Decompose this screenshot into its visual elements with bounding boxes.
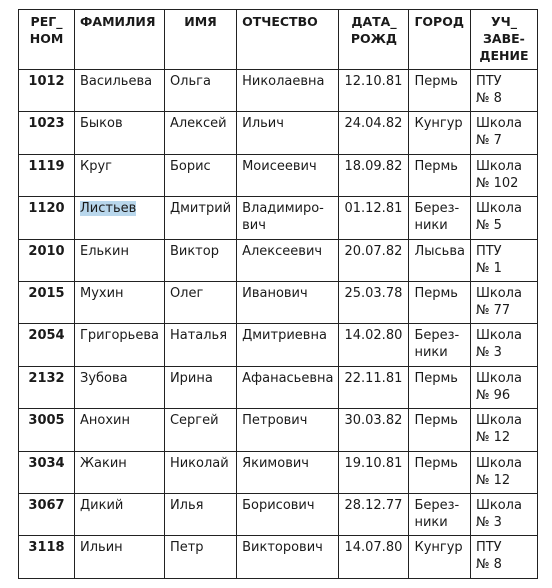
cell-regnom xyxy=(19,536,75,578)
cell-school xyxy=(470,112,537,154)
cell-name xyxy=(164,451,236,493)
cell-name xyxy=(164,493,236,535)
cell-city-line: Пермь xyxy=(414,285,458,301)
cell-regnom xyxy=(19,281,75,323)
cell-city xyxy=(409,324,470,366)
cell-patronymic xyxy=(237,493,339,535)
cell-patronymic-line: Борисович xyxy=(242,497,315,513)
cell-name-text: Ирина xyxy=(169,370,213,386)
cell-surname-text: Григорьева xyxy=(80,328,159,344)
cell-regnom-text: 1023 xyxy=(28,116,65,132)
cell-school-line: № 12 xyxy=(475,430,511,446)
cell-surname xyxy=(75,324,165,366)
cell-regnom-text: 2010 xyxy=(28,243,65,259)
cell-birthdate xyxy=(339,154,409,196)
cell-patronymic-line: Викторович xyxy=(242,540,323,556)
cell-name-text: Борис xyxy=(169,158,211,174)
cell-regnom-text: 3067 xyxy=(28,497,65,513)
cell-surname xyxy=(75,112,165,154)
header-name xyxy=(164,10,236,70)
cell-school-line: Школа xyxy=(475,158,522,174)
cell-school-line: Школа xyxy=(475,201,522,217)
table-row xyxy=(19,493,538,535)
cell-surname-text: Анохин xyxy=(80,413,130,429)
cell-patronymic-line: Ильич xyxy=(242,116,284,132)
cell-patronymic-line: Петрович xyxy=(242,413,308,429)
cell-name xyxy=(164,154,236,196)
cell-school xyxy=(470,239,537,281)
cell-regnom xyxy=(19,493,75,535)
table-row xyxy=(19,324,538,366)
cell-surname-text: Мухин xyxy=(80,285,124,301)
cell-surname xyxy=(75,197,165,239)
cell-patronymic xyxy=(237,197,339,239)
table-body xyxy=(19,70,538,579)
table-row xyxy=(19,239,538,281)
cell-name xyxy=(164,409,236,451)
cell-name xyxy=(164,239,236,281)
cell-name-text: Алексей xyxy=(169,116,227,132)
cell-city-line: ники xyxy=(414,345,448,361)
table-row xyxy=(19,70,538,112)
cell-school-line: Школа xyxy=(475,285,522,301)
cell-school-line: Школа xyxy=(475,497,522,513)
cell-city xyxy=(409,536,470,578)
table-row xyxy=(19,112,538,154)
cell-school-line: № 77 xyxy=(475,302,511,318)
cell-patronymic xyxy=(237,536,339,578)
header-city xyxy=(409,10,470,70)
cell-birthdate xyxy=(339,112,409,154)
cell-patronymic-line: Якимович xyxy=(242,455,309,471)
header-patronymic-line1: ОТЧЕСТВО xyxy=(242,14,318,29)
cell-surname-text: Зубова xyxy=(80,370,128,386)
cell-birthdate-text: 22.11.81 xyxy=(344,370,403,386)
cell-surname-text: Дикий xyxy=(80,497,124,513)
cell-regnom xyxy=(19,70,75,112)
cell-name xyxy=(164,536,236,578)
cell-city xyxy=(409,239,470,281)
cell-birthdate xyxy=(339,70,409,112)
cell-school xyxy=(470,324,537,366)
header-patronymic xyxy=(237,10,339,70)
cell-birthdate xyxy=(339,197,409,239)
cell-birthdate xyxy=(339,239,409,281)
cell-patronymic xyxy=(237,409,339,451)
cell-school xyxy=(470,493,537,535)
cell-name xyxy=(164,112,236,154)
cell-school xyxy=(470,451,537,493)
table-row xyxy=(19,451,538,493)
cell-city xyxy=(409,281,470,323)
cell-name-text: Сергей xyxy=(169,413,219,429)
table-row xyxy=(19,197,538,239)
header-regnom-line2: НОМ xyxy=(29,31,64,46)
cell-city-line: Пермь xyxy=(414,455,458,471)
cell-patronymic xyxy=(237,239,339,281)
cell-birthdate xyxy=(339,493,409,535)
cell-regnom-text: 2015 xyxy=(28,285,65,301)
cell-birthdate-text: 25.03.78 xyxy=(344,285,403,301)
cell-regnom-text: 3034 xyxy=(28,455,65,471)
cell-name xyxy=(164,281,236,323)
cell-city-line: Кунгур xyxy=(414,116,463,132)
cell-patronymic-line: Афанасьевна xyxy=(242,370,334,386)
header-name-line1: ИМЯ xyxy=(184,14,217,29)
table-row xyxy=(19,409,538,451)
cell-city xyxy=(409,451,470,493)
cell-patronymic xyxy=(237,451,339,493)
header-birthdate-line2: РОЖД xyxy=(350,31,398,46)
cell-patronymic xyxy=(237,154,339,196)
cell-school-line: № 96 xyxy=(475,387,511,403)
cell-name xyxy=(164,70,236,112)
cell-birthdate-text: 12.10.81 xyxy=(344,74,403,89)
cell-patronymic-line: Иванович xyxy=(242,285,308,301)
cell-birthdate xyxy=(339,281,409,323)
cell-birthdate-text: 14.07.80 xyxy=(344,540,403,556)
cell-school-line: Школа xyxy=(475,370,522,386)
cell-patronymic xyxy=(237,112,339,154)
cell-city-line: Лысьва xyxy=(414,243,465,259)
cell-patronymic-line: Владимиро- xyxy=(242,201,324,217)
cell-birthdate-text: 18.09.82 xyxy=(344,158,403,174)
cell-patronymic xyxy=(237,324,339,366)
cell-birthdate-text: 20.07.82 xyxy=(344,243,403,259)
students-table xyxy=(18,9,538,579)
cell-school-line: Школа xyxy=(475,455,522,471)
table-row xyxy=(19,154,538,196)
cell-school xyxy=(470,366,537,408)
cell-patronymic-line: Дмитриевна xyxy=(242,328,327,344)
cell-city-line: Пермь xyxy=(414,370,458,386)
cell-city-line: Кунгур xyxy=(414,540,463,556)
cell-surname xyxy=(75,281,165,323)
cell-regnom xyxy=(19,197,75,239)
cell-name xyxy=(164,366,236,408)
cell-city-line: Пермь xyxy=(414,74,458,89)
cell-regnom xyxy=(19,409,75,451)
cell-regnom-text: 1012 xyxy=(28,74,65,89)
cell-birthdate-text: 19.10.81 xyxy=(344,455,403,471)
cell-surname-text: Ильин xyxy=(80,540,123,556)
header-regnom-line1: РЕГ_ xyxy=(30,14,63,29)
cell-regnom-text: 1120 xyxy=(28,201,65,217)
cell-school xyxy=(470,409,537,451)
cell-city-line: Пермь xyxy=(414,413,458,429)
cell-regnom-text: 2132 xyxy=(28,370,65,386)
cell-birthdate xyxy=(339,409,409,451)
cell-regnom xyxy=(19,451,75,493)
cell-name-text: Дмитрий xyxy=(169,201,232,217)
cell-school-line: ПТУ xyxy=(475,74,502,89)
header-city-line1: ГОРОД xyxy=(414,14,464,29)
cell-name-text: Виктор xyxy=(169,243,219,259)
cell-surname xyxy=(75,366,165,408)
cell-city xyxy=(409,70,470,112)
cell-surname-text: Круг xyxy=(80,158,113,174)
cell-name-text: Олег xyxy=(169,285,204,301)
cell-city xyxy=(409,154,470,196)
cell-surname-text[interactable]: Листьев xyxy=(80,201,137,217)
cell-birthdate-text: 24.04.82 xyxy=(344,116,403,132)
header-school-line3: ДЕНИЕ xyxy=(479,48,529,63)
cell-school xyxy=(470,70,537,112)
cell-birthdate-text: 30.03.82 xyxy=(344,413,403,429)
cell-regnom-text: 1119 xyxy=(28,158,65,174)
cell-surname xyxy=(75,70,165,112)
cell-name-text: Петр xyxy=(169,540,204,556)
cell-regnom xyxy=(19,366,75,408)
cell-school-line: № 1 xyxy=(475,260,502,276)
cell-school xyxy=(470,197,537,239)
cell-patronymic xyxy=(237,281,339,323)
cell-city xyxy=(409,366,470,408)
cell-city xyxy=(409,493,470,535)
cell-surname xyxy=(75,536,165,578)
cell-regnom xyxy=(19,324,75,366)
cell-birthdate-text: 14.02.80 xyxy=(344,328,403,344)
cell-surname xyxy=(75,409,165,451)
cell-city xyxy=(409,197,470,239)
cell-school-line: Школа xyxy=(475,413,522,429)
header-school xyxy=(470,10,537,70)
cell-name xyxy=(164,324,236,366)
cell-regnom-text: 3005 xyxy=(28,413,65,429)
cell-school-line: № 7 xyxy=(475,133,502,149)
cell-surname-text: Елькин xyxy=(80,243,129,259)
cell-city-line: ники xyxy=(414,218,448,234)
header-birthdate-line1: ДАТА_ xyxy=(351,14,397,29)
header-school-line2: ЗАВЕ- xyxy=(483,31,525,46)
cell-school-line: ПТУ xyxy=(475,243,502,259)
cell-birthdate xyxy=(339,366,409,408)
header-regnom xyxy=(19,10,75,70)
cell-school-line: № 8 xyxy=(475,91,502,106)
header-surname-line1: ФАМИЛИЯ xyxy=(80,14,156,29)
cell-birthdate xyxy=(339,324,409,366)
cell-city-line: Берез- xyxy=(414,497,460,513)
cell-birthdate xyxy=(339,536,409,578)
cell-surname xyxy=(75,239,165,281)
cell-name-text: Илья xyxy=(169,497,204,513)
cell-regnom-text: 2054 xyxy=(28,328,65,344)
cell-school-line: Школа xyxy=(475,116,522,132)
cell-birthdate-text: 01.12.81 xyxy=(344,201,403,217)
cell-school-line: № 3 xyxy=(475,345,502,361)
cell-regnom xyxy=(19,154,75,196)
table-row xyxy=(19,536,538,578)
cell-school xyxy=(470,536,537,578)
cell-school xyxy=(470,281,537,323)
cell-name-text: Наталья xyxy=(169,328,228,344)
cell-city-line: Берез- xyxy=(414,328,460,344)
cell-name-text: Ольга xyxy=(169,74,211,89)
cell-school-line: № 3 xyxy=(475,514,502,530)
cell-school xyxy=(470,154,537,196)
cell-patronymic-line: вич xyxy=(242,218,266,234)
cell-patronymic-line: Николаевна xyxy=(242,74,325,89)
cell-name-text: Николай xyxy=(169,455,229,471)
cell-surname-text: Васильева xyxy=(80,74,153,89)
cell-school-line: № 5 xyxy=(475,218,502,234)
cell-name xyxy=(164,197,236,239)
header-school-line1: УЧ_ xyxy=(490,14,517,29)
cell-patronymic-line: Алексеевич xyxy=(242,243,323,259)
cell-surname xyxy=(75,154,165,196)
cell-birthdate-text: 28.12.77 xyxy=(344,497,403,513)
cell-surname-text: Жакин xyxy=(80,455,127,471)
cell-school-line: Школа xyxy=(475,328,522,344)
cell-school-line: № 8 xyxy=(475,557,502,573)
header-birthdate xyxy=(339,10,409,70)
cell-school-line: № 102 xyxy=(475,175,519,191)
cell-birthdate xyxy=(339,451,409,493)
cell-surname xyxy=(75,451,165,493)
cell-city xyxy=(409,409,470,451)
cell-city-line: ники xyxy=(414,514,448,530)
cell-regnom xyxy=(19,112,75,154)
cell-surname-text: Быков xyxy=(80,116,123,132)
cell-school-line: № 12 xyxy=(475,472,511,488)
cell-patronymic-line: Моисеевич xyxy=(242,158,317,174)
cell-city-line: Пермь xyxy=(414,158,458,174)
cell-patronymic xyxy=(237,70,339,112)
table-row xyxy=(19,281,538,323)
header-row xyxy=(19,10,538,70)
cell-school-line: ПТУ xyxy=(475,540,502,556)
cell-city-line: Берез- xyxy=(414,201,460,217)
cell-surname xyxy=(75,493,165,535)
cell-patronymic xyxy=(237,366,339,408)
cell-regnom xyxy=(19,239,75,281)
table-row xyxy=(19,366,538,408)
cell-city xyxy=(409,112,470,154)
cell-regnom-text: 3118 xyxy=(28,540,65,556)
header-surname xyxy=(75,10,165,70)
